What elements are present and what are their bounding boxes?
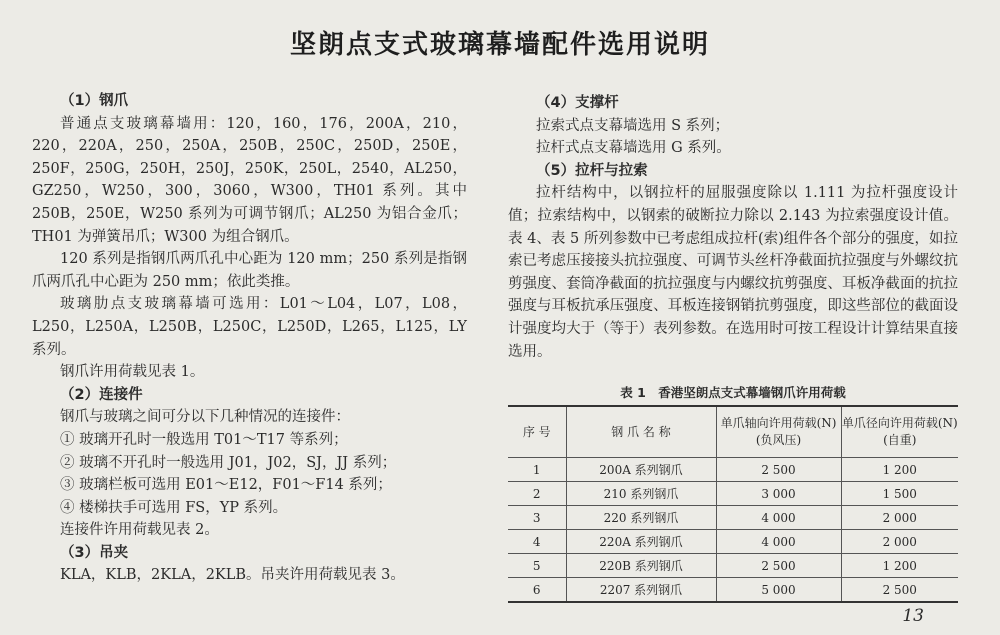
table-cell: 5: [508, 554, 566, 578]
section-heading-clamp: （3）吊夹: [60, 544, 129, 561]
table-row: [508, 506, 958, 530]
paragraph: 拉索式点支幕墙选用 S 系列；: [536, 117, 730, 134]
left-column: [32, 90, 467, 587]
table-cell: 4 000: [716, 530, 841, 554]
table-cell: 4 000: [716, 506, 841, 530]
section-heading-connector: （2）连接件: [60, 386, 143, 403]
page-number: 13: [902, 606, 924, 626]
table-header-row: [508, 406, 958, 458]
table-cell: 3: [508, 506, 566, 530]
column-header: 单爪轴向许用荷载(N) (负风压): [716, 406, 841, 458]
paragraph: KLA，KLB，2KLA，2KLB。吊夹许用荷载见表 3。: [60, 567, 405, 584]
table-cell: 2 000: [841, 506, 958, 530]
paragraph: 玻璃肋点支玻璃幕墙可选用：L01～L04，L07，L08，L250，L250A，L250B，L250C，L250D，L265，L125，LY 系列。: [32, 296, 467, 358]
section-heading-steel-claw: （1）钢爪: [60, 93, 129, 109]
table-cell: 220B 系列钢爪: [566, 554, 716, 578]
table-cell: 2 000: [841, 530, 958, 554]
table-cell: 1 200: [841, 554, 958, 578]
table-cell: 1 500: [841, 482, 958, 506]
page-title: 坚朗点支式玻璃幕墙配件选用说明: [289, 30, 710, 60]
column-header: 单爪径向许用荷载(N) (自重): [841, 406, 958, 458]
paragraph: 钢爪与玻璃之间可分以下几种情况的连接件：: [60, 409, 350, 426]
right-column: [508, 92, 958, 363]
paragraph: 拉杆式点支幕墙选用 G 系列。: [536, 140, 731, 157]
load-table: [508, 405, 958, 603]
table-row: [508, 482, 958, 506]
column-header: 序 号: [508, 406, 566, 458]
table-caption: 表 1 香港坚朗点支式幕墙钢爪许用荷载: [620, 385, 846, 400]
table-cell: 1 200: [841, 458, 958, 482]
table-row: [508, 530, 958, 554]
table-cell: 210 系列钢爪: [566, 482, 716, 506]
table-cell: 4: [508, 530, 566, 554]
table-cell: 2 500: [841, 578, 958, 603]
table-row: [508, 578, 958, 603]
list-item: ② 玻璃不开孔时一般选用 J01，J02，SJ，JJ 系列；: [60, 454, 397, 471]
table-cell: 2: [508, 482, 566, 506]
table-cell: 200A 系列钢爪: [566, 458, 716, 482]
paragraph: 钢爪许用荷载见表 1。: [60, 364, 205, 381]
section-heading-tie-rod-cable: （5）拉杆与拉索: [536, 162, 648, 179]
list-item: ① 玻璃开孔时一般选用 T01～T17 等系列；: [60, 431, 348, 448]
table-cell: 2 500: [716, 554, 841, 578]
table-cell: 220 系列钢爪: [566, 506, 716, 530]
table-cell: 5 000: [716, 578, 841, 603]
paragraph: 连接件许用荷载见表 2。: [60, 522, 219, 539]
table-cell: 1: [508, 458, 566, 482]
table-row: [508, 458, 958, 482]
paragraph: 120 系列是指钢爪两爪孔中心距为 120 mm；250 系列是指钢爪两爪孔中心距为 250 mm；依此类推。: [32, 251, 467, 290]
table-cell: 2 500: [716, 458, 841, 482]
table-cell: 6: [508, 578, 566, 603]
table-cell: 2207 系列钢爪: [566, 578, 716, 603]
list-item: ④ 楼梯扶手可选用 FS，YP 系列。: [60, 499, 288, 516]
list-item: ③ 玻璃栏板可选用 E01～E12，F01～F14 系列；: [60, 477, 392, 494]
table-cell: 3 000: [716, 482, 841, 506]
paragraph: 普通点支玻璃幕墙用：120，160，176，200A，210，220，220A，250，250A，250B，250C，250D，250E，250F，250G，250H，250J，250K，250L，2540，AL250，GZ250，W250，300，3060，W300，TH01 系列。其中 250B，250E，W250 系列为可调节钢爪；AL250 为铝合金爪；TH01 为弹簧吊爪；W300 为组合钢爪。: [32, 115, 467, 245]
column-header: 钢 爪 名 称: [566, 406, 716, 458]
paragraph: 拉杆结构中，以钢拉杆的屈服强度除以 1.111 为拉杆强度设计值；拉索结构中，以钢索的破断拉力除以 2.143 为拉索强度设计值。表 4、表 5 所列参数中已考虑组成拉杆(索)组件各个部分的强度，如拉索已考虑压接接头抗拉强度、可调节头丝杆净截面抗拉强度与外螺纹抗剪强度、套筒净截面的抗拉强度与内螺纹抗剪强度、耳板净截面的抗拉强度与耳板抗承压强度、耳板连接钢销抗剪强度，即这些部位的截面设计强度均大于（等于）表列参数。在选用时可按工程设计计算结果直接选用。: [508, 185, 958, 360]
section-heading-support-rod: （4）支撑杆: [536, 95, 619, 111]
table-cell: 220A 系列钢爪: [566, 530, 716, 554]
table-row: [508, 554, 958, 578]
